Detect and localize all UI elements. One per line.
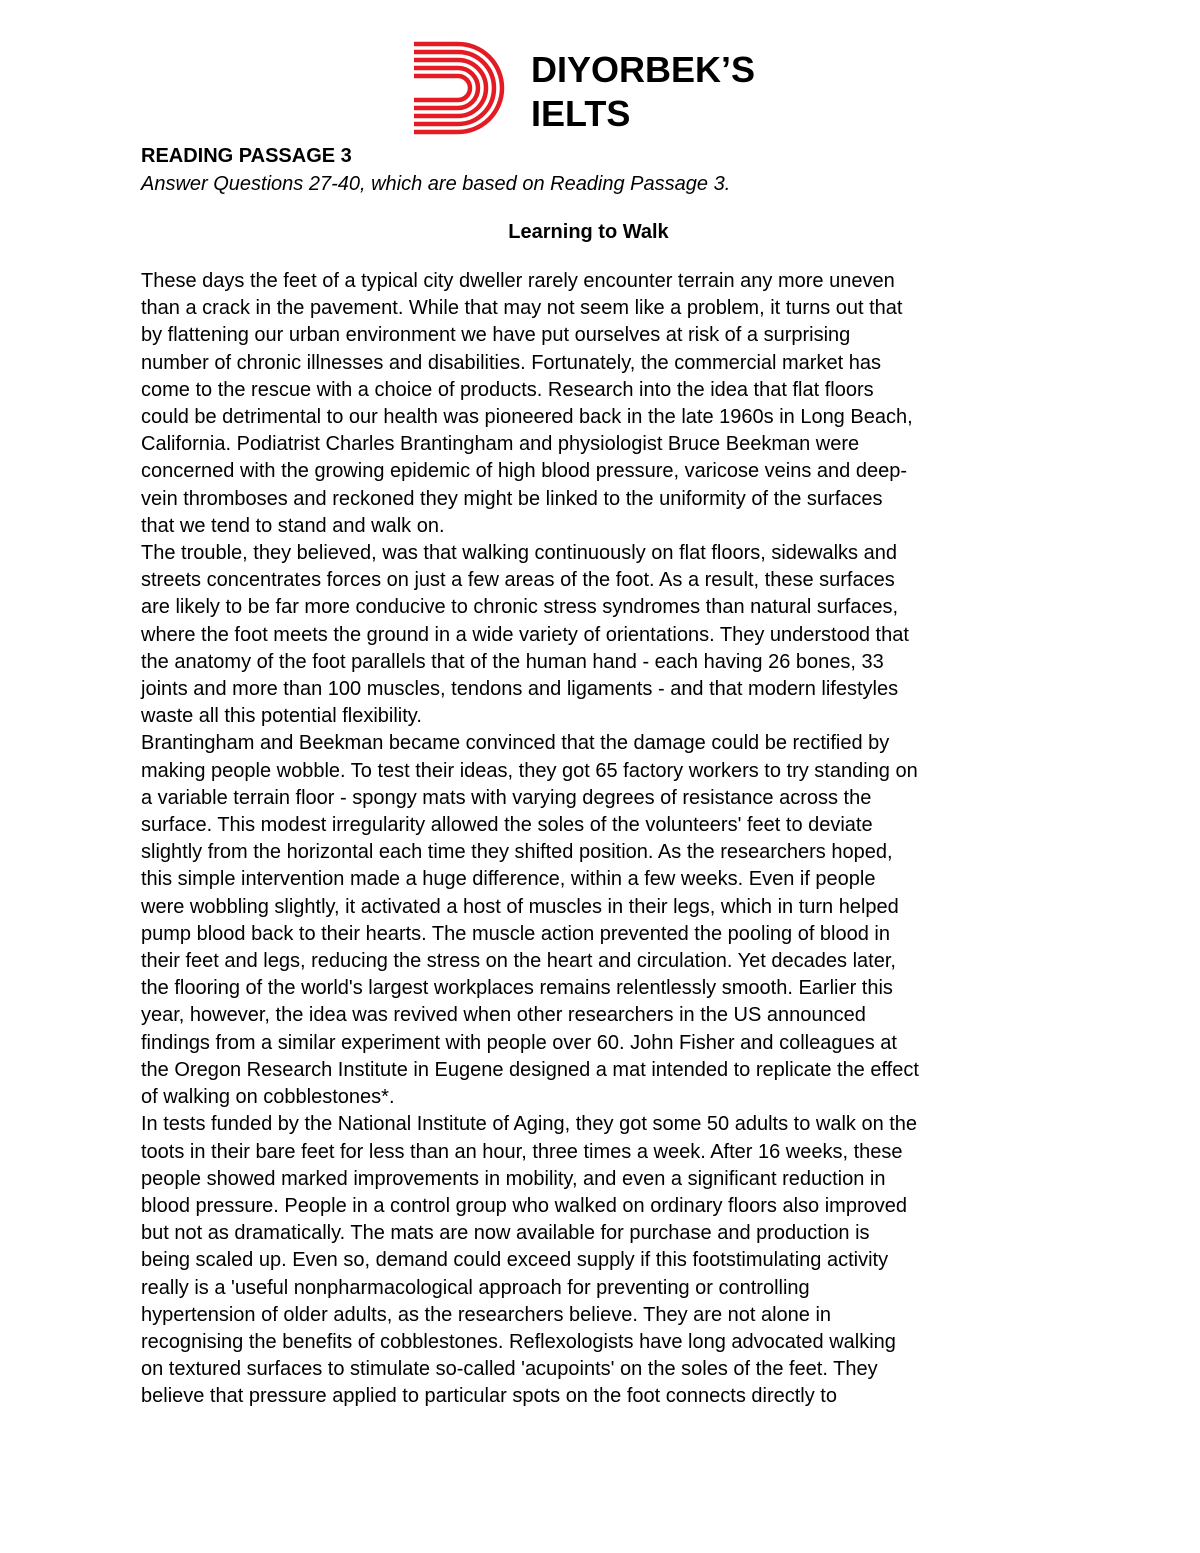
logo-arc [414, 44, 502, 132]
text-line: concerned with the growing epidemic of high blood pressure, varicose veins and deep- [141, 460, 908, 483]
text-line: vein thromboses and reckoned they might be linked to the uniformity of the surfaces [141, 487, 883, 510]
text-line: joints and more than 100 muscles, tendons and ligaments - and that modern lifestyles [141, 678, 899, 701]
text-line: believe that pressure applied to particular spots on the foot connects directly to [141, 1385, 837, 1408]
section-heading: READING PASSAGE 3 [141, 145, 352, 167]
text-line: Brantingham and Beekman became convinced that the damage could be rectified by [141, 732, 890, 755]
text-line: people showed marked improvements in mobility, and even a significant reduction in [141, 1167, 886, 1190]
logo-arcs-icon [408, 40, 524, 140]
text-line: In tests funded by the National Institute of Aging, they got some 50 adults to walk on the [141, 1113, 918, 1136]
paragraph [141, 540, 1071, 730]
text-line: were wobbling slightly, it activated a host of muscles in their legs, which in turn helped [141, 895, 899, 918]
text-line: by flattening our urban environment we have put ourselves at risk of a surprising [141, 324, 851, 347]
text-line: pump blood back to their hearts. The muscle action prevented the pooling of blood in [141, 922, 890, 945]
text-line: could be detrimental to our health was pioneered back in the late 1960s in Long Beach, [141, 406, 913, 429]
text-line: the flooring of the world's largest workplaces remains relentlessly smooth. Earlier this [141, 977, 893, 1000]
logo-arc [414, 52, 494, 124]
brand-logo [408, 40, 798, 140]
text-line: number of chronic illnesses and disabilities. Fortunately, the commercial market has [141, 351, 881, 374]
text-line: their feet and legs, reducing the stress on the heart and circulation. Yet decades later, [141, 950, 896, 973]
article-title: Learning to Walk [508, 221, 669, 243]
text-line: a variable terrain floor - spongy mats with varying degrees of resistance across the [141, 786, 872, 809]
text-line: These days the feet of a typical city dweller rarely encounter terrain any more uneven [141, 270, 895, 292]
text-line: this simple intervention made a huge difference, within a few weeks. Even if people [141, 868, 876, 891]
text-line: surface. This modest irregularity allowed the soles of the volunteers' feet to deviate [141, 814, 873, 837]
paragraph [141, 268, 1071, 540]
text-line: findings from a similar experiment with people over 60. John Fisher and colleagues at [141, 1031, 897, 1054]
text-line: where the foot meets the ground in a wide variety of orientations. They understood that [141, 623, 909, 646]
text-line: streets concentrates forces on just a few areas of the foot. As a result, these surfaces [141, 569, 895, 592]
text-line: slightly from the horizontal each time they shifted position. As the researchers hoped, [141, 841, 893, 864]
text-line: of walking on cobblestones*. [141, 1086, 395, 1109]
text-line: The trouble, they believed, was that walking continuously on flat floors, sidewalks and [141, 542, 897, 565]
text-line: on textured surfaces to stimulate so-called 'acupoints' on the soles of the feet. They [141, 1358, 878, 1381]
logo-arc [414, 76, 470, 100]
text-line: than a crack in the pavement. While that may not seem like a problem, it turns out that [141, 297, 903, 320]
article-text [141, 268, 1071, 1411]
text-line: waste all this potential flexibility. [141, 705, 422, 728]
text-line: come to the rescue with a choice of products. Research into the idea that flat floors [141, 378, 874, 401]
paragraph [141, 730, 1071, 1111]
text-line: the anatomy of the foot parallels that of the human hand - each having 26 bones, 33 [141, 650, 884, 673]
instructions: Answer Questions 27-40, which are based on Reading Passage 3. [141, 173, 731, 195]
text-line: making people wobble. To test their ideas, they got 65 factory workers to try standing on [141, 759, 918, 782]
brand-line-2: IELTS [531, 93, 631, 134]
text-line: that we tend to stand and walk on. [141, 514, 445, 537]
text-line: blood pressure. People in a control group who walked on ordinary floors also improved [141, 1194, 907, 1217]
text-line: toots in their bare feet for less than an hour, three times a week. After 16 weeks, these [141, 1140, 903, 1163]
text-line: the Oregon Research Institute in Eugene designed a mat intended to replicate the effect [141, 1058, 919, 1081]
brand-name [531, 48, 755, 136]
text-line: recognising the benefits of cobblestones. Reflexologists have long advocated walking [141, 1330, 896, 1353]
paragraph [141, 1111, 1071, 1410]
document-body [141, 142, 1071, 1411]
text-line: California. Podiatrist Charles Brantingham and physiologist Bruce Beekman were [141, 433, 860, 456]
text-line: but not as dramatically. The mats are now available for purchase and production is [141, 1222, 870, 1245]
brand-line-1: DIYORBEK’S [531, 49, 756, 90]
text-line: are likely to be far more conducive to chronic stress syndromes than natural surfaces, [141, 596, 899, 619]
text-line: year, however, the idea was revived when other researchers in the US announced [141, 1004, 866, 1027]
text-line: hypertension of older adults, as the researchers believe. They are not alone in [141, 1303, 832, 1326]
text-line: being scaled up. Even so, demand could exceed supply if this footstimulating activity [141, 1249, 889, 1272]
text-line: really is a 'useful nonpharmacological approach for preventing or controlling [141, 1276, 810, 1299]
